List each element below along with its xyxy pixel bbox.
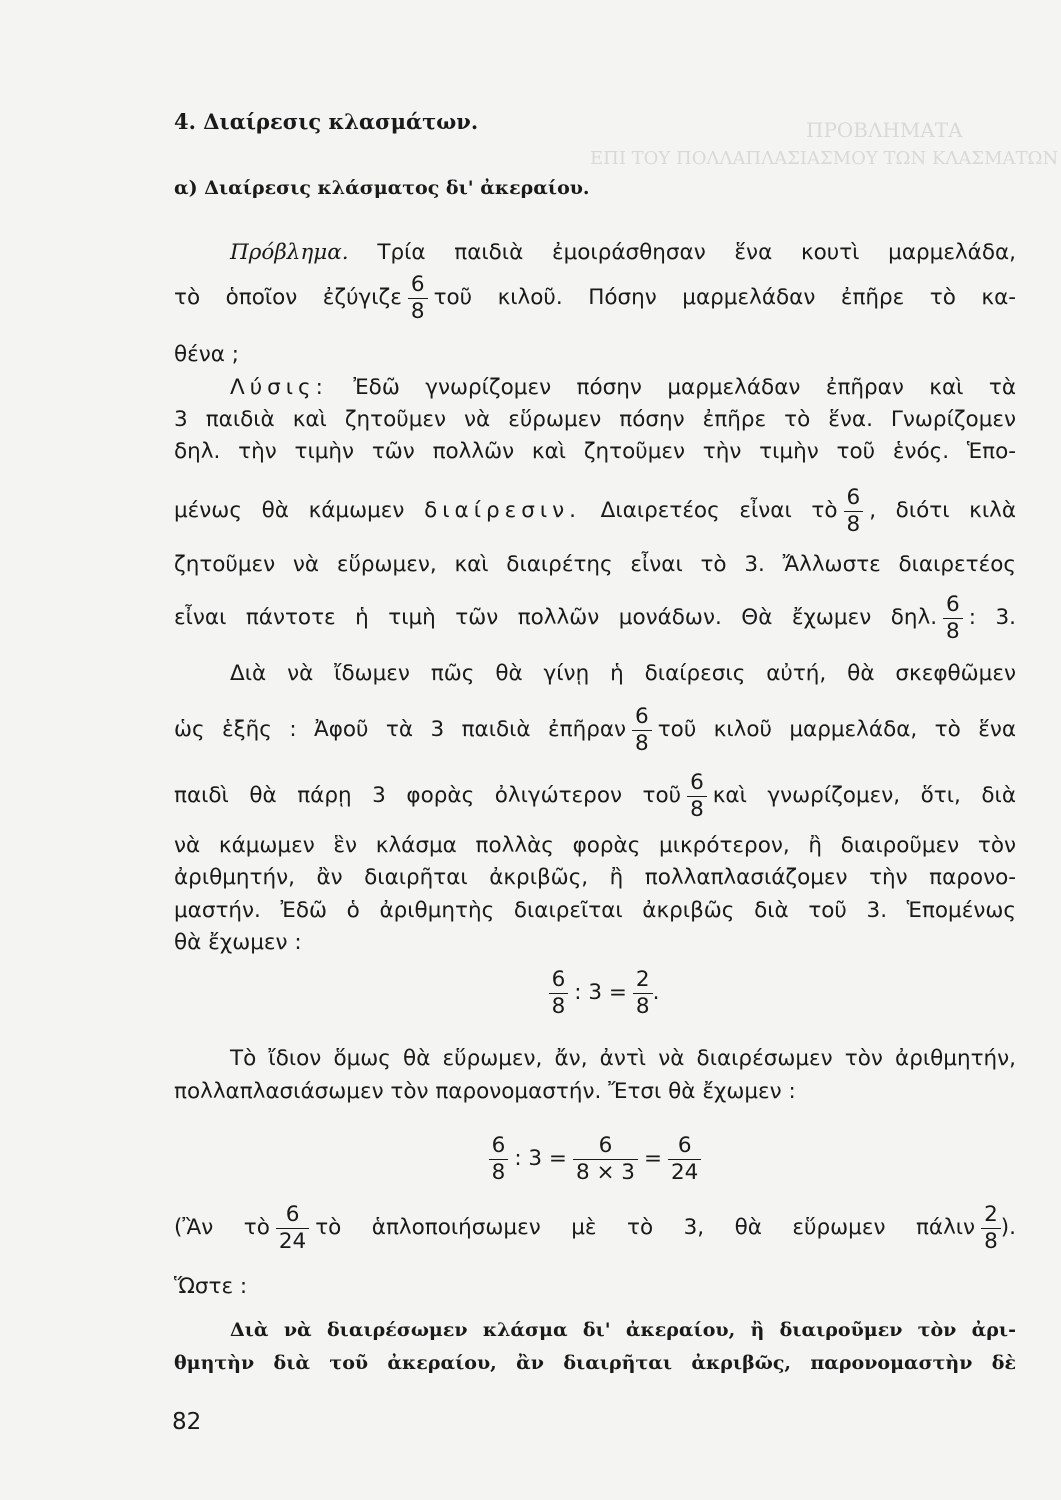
para2-line-3: παιδὶ θὰ πάρῃ 3 φορὰς ὀλιγώτερον τοῦ $\frac{6}{8}$ καὶ γνωρίζομεν, ὅτι, διὰ: [174, 769, 1016, 822]
conclusion-intro: Ὥστε :: [174, 1274, 248, 1299]
fraction: $\frac{6}{8}$: [687, 770, 707, 823]
page-number: 82: [172, 1409, 202, 1435]
fraction: $\frac{6}{8}$: [632, 704, 652, 757]
fraction: $\frac{6}{8 \times 3}$: [573, 1133, 638, 1186]
equation-2: $\frac{6}{8}$ : 3 = $\frac{6}{8 \times 3}$ = $\frac{6}{24}$: [174, 1126, 1016, 1192]
fraction: $\frac{6}{24}$: [668, 1133, 701, 1186]
problem-label: Πρόβλημα.: [230, 240, 349, 265]
fraction: $\frac{6}{8}$: [844, 485, 864, 538]
para3-line-1: Τὸ ἴδιον ὅμως θὰ εὕρωμεν, ἄν, ἀντὶ νὰ διαιρέσωμεν τὸν ἀριθμητήν,: [230, 1046, 1016, 1071]
solution-line-4: μένως θὰ κάμωμεν διαίρεσιν. Διαιρετέος εἶναι τὸ $\frac{6}{8}$ , διότι κιλὰ: [174, 484, 1016, 537]
fraction: $\frac{6}{24}$: [276, 1202, 309, 1255]
problem-line-1: [230, 239, 1016, 267]
solution-label: Λύσις:: [230, 375, 328, 400]
fraction: $\frac{2}{8}$: [981, 1202, 1001, 1255]
para2-line-7: θὰ ἔχωμεν :: [174, 930, 302, 955]
solution-line-5: ζητοῦμεν νὰ εὕρωμεν, καὶ διαιρέτης εἶναι τὸ 3. Ἄλλωστε διαιρετέος: [174, 552, 1016, 577]
para2-line-1: Διὰ νὰ ἴδωμεν πῶς θὰ γίνῃ ἡ διαίρεσις αὐτή, θὰ σκεφθῶμεν: [230, 661, 1016, 686]
problem-text: Τρία παιδιὰ ἐμοιράσθησαν ἕνα κουτὶ μαρμελάδα,: [377, 240, 1016, 265]
bleed-through-subtitle: ΕΠΙ ΤΟΥ ΠΟΛΛΑΠΛΑΣΙΑΣΜΟΥ ΤΩΝ ΚΛΑΣΜΑΤΩΝ: [590, 148, 1059, 169]
problem-line-3: θένα ;: [174, 342, 240, 367]
solution-line-1: Λύσις: Ἐδῶ γνωρίζομεν πόσην μαρμελάδαν ἐπῆραν καὶ τὰ: [230, 375, 1016, 400]
solution-line-6: εἶναι πάντοτε ἡ τιμὴ τῶν πολλῶν μονάδων. Θὰ ἔχωμεν δηλ. $\frac{6}{8}$ : 3.: [174, 591, 1016, 644]
section-heading: 4. Διαίρεσις κλασμάτων.: [174, 109, 479, 134]
para3-line-2: πολλαπλασιάσωμεν τὸν παρονομαστήν. Ἔτσι θὰ ἔχωμεν :: [174, 1079, 796, 1104]
para2-line-5: ἀριθμητήν, ἂν διαιρῆται ἀκριβῶς, ἢ πολλαπλασιάζομεν τὴν παρονο-: [174, 865, 1016, 890]
solution-line-2: 3 παιδιὰ καὶ ζητοῦμεν νὰ εὕρωμεν πόσην ἐπῆρε τὸ ἕνα. Γνωρίζομεν: [174, 407, 1016, 432]
solution-line-3: δηλ. τὴν τιμὴν τῶν πολλῶν καὶ ζητοῦμεν τὴν τιμὴν τοῦ ἑνός. Ἑπο-: [174, 439, 1016, 464]
bleed-through-title: ΠΡΟΒΛΗΜΑΤΑ: [806, 118, 963, 142]
conclusion-line-1: Διὰ νὰ διαιρέσωμεν κλάσμα δι' ἀκεραίου, ἢ διαιροῦμεν τὸν ἀρι-: [230, 1319, 1016, 1341]
equation-1: $\frac{6}{8}$ : 3 = $\frac{2}{8}$ .: [174, 960, 1022, 1026]
fraction: $\frac{6}{8}$: [489, 1133, 509, 1186]
para2-line-4: νὰ κάμωμεν ἓν κλάσμα πολλὰς φορὰς μικρότερον, ἢ διαιροῦμεν τὸν: [174, 833, 1016, 858]
subsection-heading: α) Διαίρεσις κλάσματος δι' ἀκεραίου.: [174, 177, 590, 199]
fraction: $\frac{6}{8}$: [408, 272, 428, 325]
fraction: $\frac{6}{8}$: [943, 592, 963, 645]
conclusion-line-2: θμητὴν διὰ τοῦ ἀκεραίου, ἂν διαιρῆται ἀκριβῶς, παρονομαστὴν δὲ: [174, 1352, 1016, 1374]
para2-line-2: ὡς ἑξῆς : Ἀφοῦ τὰ 3 παιδιὰ ἐπῆραν $\frac{6}{8}$ τοῦ κιλοῦ μαρμελάδα, τὸ ἕνα: [174, 703, 1016, 756]
fraction: $\frac{6}{8}$: [549, 967, 569, 1020]
para2-line-6: μαστήν. Ἐδῶ ὁ ἀριθμητὴς διαιρεῖται ἀκριβῶς διὰ τοῦ 3. Ἑπομένως: [174, 898, 1016, 923]
para4-line: (Ἂν τὸ $\frac{6}{24}$ τὸ ἁπλοποιήσωμεν μὲ τὸ 3, θὰ εὕρωμεν πάλιν $\frac{2}{8}$ ).: [174, 1201, 1016, 1254]
problem-line-2: τὸ ὁποῖον ἐζύγιζε $\frac{6}{8}$ τοῦ κιλοῦ. Πόσην μαρμελάδαν ἐπῆρε τὸ κα-: [174, 271, 1016, 324]
fraction: $\frac{2}{8}$: [633, 967, 653, 1020]
